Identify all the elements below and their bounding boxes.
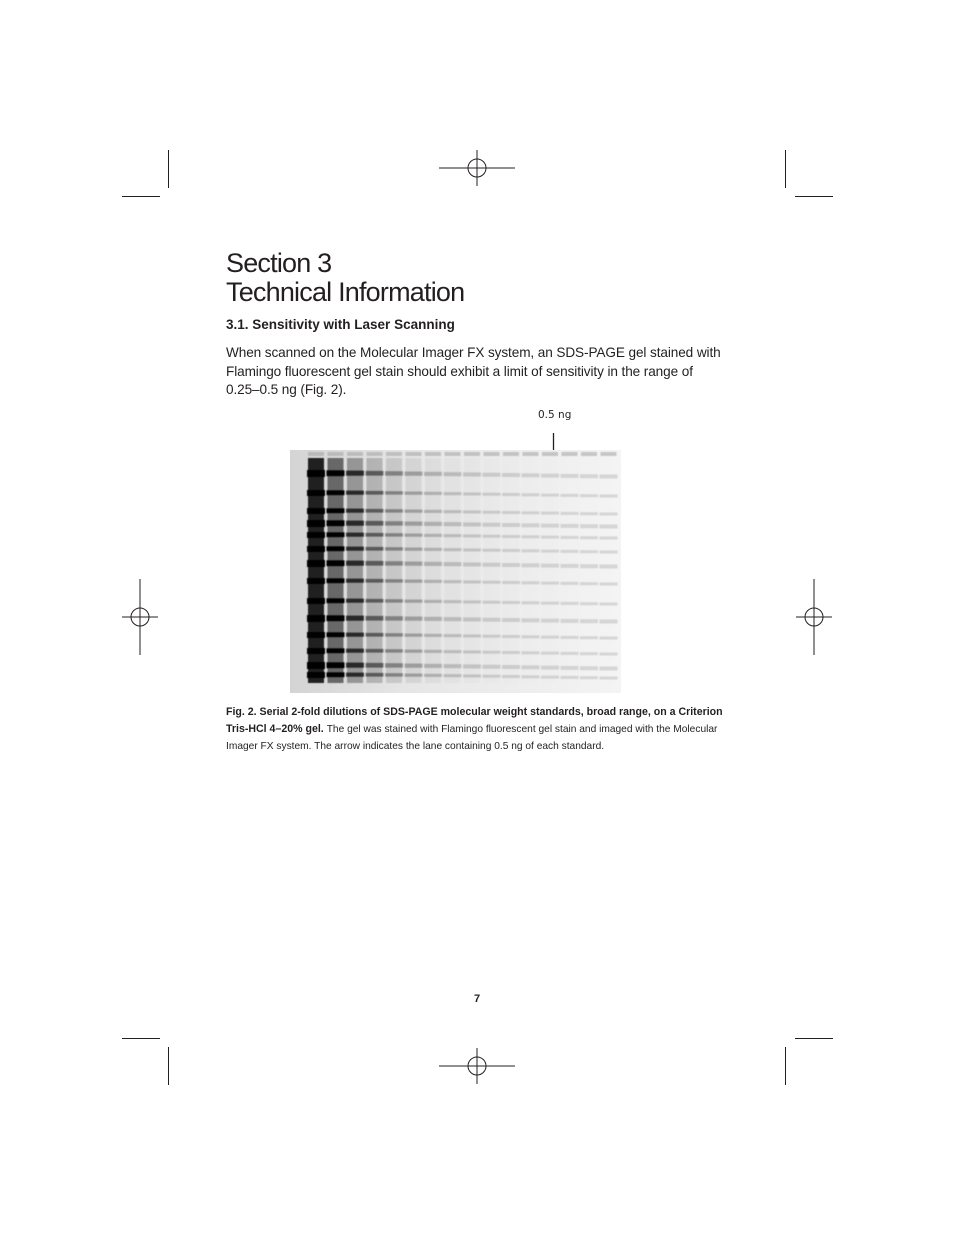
body-paragraph: When scanned on the Molecular Imager FX system, an SDS-PAGE gel stained with Flamingo fluorescent gel stain should exhibit a limit of sensitivity in the range of 0.25–0.5 ng (Fig. 2). bbox=[226, 345, 721, 397]
crop-mark-bottom-left-horizontal bbox=[122, 1038, 160, 1039]
crop-mark-top-right-vertical bbox=[785, 150, 786, 188]
registration-target-icon bbox=[776, 579, 852, 655]
registration-target-icon bbox=[102, 579, 178, 655]
section-title-line-1: Section 3 bbox=[226, 248, 332, 278]
subsection-heading: 3.1. Sensitivity with Laser Scanning bbox=[226, 317, 455, 332]
figure-caption-text: The gel was stained with Flamingo fluorescent gel stain and imaged with the Molecular Imager FX system. The arrow indicates the lane containing 0.5 ng of each standard. bbox=[226, 724, 718, 752]
section-title bbox=[226, 249, 786, 307]
figure-caption-title: Fig. 2. Serial 2-fold dilutions of SDS-PAGE molecular weight standards, broad range, on a Criterion Tris-HCl 4–20% gel. bbox=[226, 706, 723, 735]
section-title-line-2: Technical Information bbox=[226, 277, 465, 307]
crop-mark-bottom-right-vertical bbox=[785, 1047, 786, 1085]
figure-caption bbox=[226, 704, 726, 755]
crop-mark-top-right-horizontal bbox=[795, 196, 833, 197]
page-number: 7 bbox=[473, 993, 481, 1005]
registration-target-icon bbox=[439, 130, 515, 206]
crop-mark-bottom-right-horizontal bbox=[795, 1038, 833, 1039]
registration-target-icon bbox=[439, 1028, 515, 1104]
crop-mark-top-left-horizontal bbox=[122, 196, 160, 197]
crop-mark-bottom-left-vertical bbox=[168, 1047, 169, 1085]
figure-annotation-label: 0.5 ng bbox=[538, 409, 572, 421]
crop-mark-top-left-vertical bbox=[168, 150, 169, 188]
gel-image bbox=[290, 450, 621, 693]
